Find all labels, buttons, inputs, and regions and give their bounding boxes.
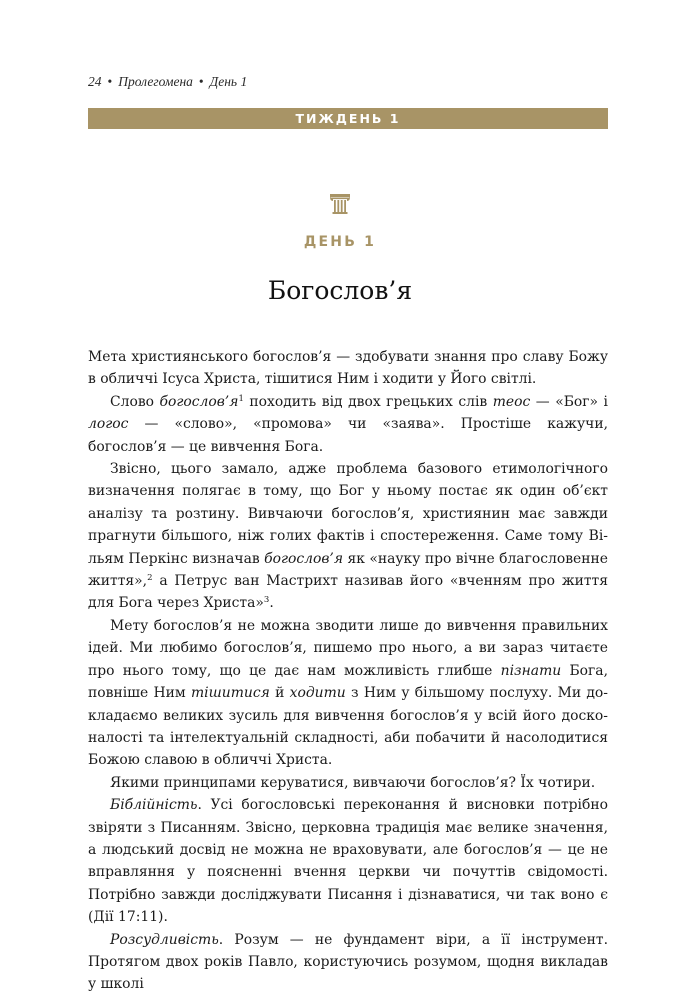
paragraph <box>88 458 608 615</box>
paragraph <box>88 794 608 928</box>
pillar-icon <box>329 193 351 215</box>
emphasis-text: богослов’я <box>159 393 239 410</box>
emphasis-text: пізнати <box>500 662 562 679</box>
text-run: Бога, повніше Ним <box>88 662 608 702</box>
text-run: Звісно, цього замало, адже проблема базового етимологічного визначення полягає в тому, що Бог у ньому постає як один об’єкт аналізу та розтину. Вивчаючи богослов’я, християнин має завжди прагнути більшого, ніж голих фактів і спостереження. Саме тому Вільям Перкінс визначав <box>88 461 608 567</box>
text-run: . <box>269 595 274 612</box>
text-run: . Розум — не фундамент віри, а її інструмент. Протягом двох років Павло, користуючись розумом, щодня викладав у школі <box>88 931 608 993</box>
text-run: Якими принципами керуватися, вивчаючи богослов’я? Їх чотири. <box>110 774 596 791</box>
emphasis-text: богослов’я <box>264 550 344 567</box>
body-text <box>88 346 608 996</box>
paragraph <box>88 615 608 772</box>
text-run: Мета християнського богослов’я — здобувати знання про славу Божу в обличчі Ісуса Христа, тішитися Ним і ходити у Його світлі. <box>88 349 608 388</box>
text-run: й <box>269 685 290 702</box>
text-run: Мету богослов’я не можна зводити лише до вивчення правильних ідей. Ми любимо богослов’я, пишемо про нього, а ви зараз читаєте про нього тому, що це дає нам можливість глибше <box>88 617 608 679</box>
emphasis-text: тішитися <box>191 685 270 702</box>
emphasis-text: теос <box>492 393 531 410</box>
text-run: а Петрус ван Мастрихт називав його «вченням про життя для Бога через Христа» <box>88 573 608 612</box>
text-run: з Ним у більшому послуху. Ми докладаємо великих зусиль для вивчення богослов’я у всій його досконалості та інтелектуальній складності, аби побачити й насолодитися Божою славою в обличчі Христа. <box>88 685 608 769</box>
section-name: Пролегомена <box>118 74 193 89</box>
emphasis-text: логос <box>88 416 129 433</box>
emphasis-text: Біблійність <box>110 797 198 814</box>
day-label: ДЕНЬ 1 <box>303 234 377 250</box>
text-run: походить від двох грецьких слів <box>243 393 493 410</box>
chapter-title: Богослов’я <box>267 276 413 305</box>
week-label: ТИЖДЕНЬ 1 <box>295 111 401 126</box>
paragraph <box>88 772 608 794</box>
text-run: як «науку про вічне благословенне життя», <box>88 550 608 590</box>
footnote-ref[interactable]: 3 <box>263 595 270 606</box>
text-run: — «слово», «промова» чи «заява». Простіше кажучи, богослов’я — це вивчення Бога. <box>88 416 608 455</box>
page-number: 24 <box>88 74 102 89</box>
day-name: День 1 <box>209 74 248 89</box>
separator: • <box>107 74 113 89</box>
text-run: — «Бог» і <box>530 393 608 410</box>
week-band <box>88 108 608 129</box>
text-run: . Усі богословські переконання й висновки потрібно звіряти з Писанням. Звісно, церковна традиція має велике значення, а людський досвід не можна не враховувати, але богослов’я — це не вправляння у поясненні вчення церкви чи почуттів свідомості. Потрібно завжди досліджувати Писання і дізнаватися, чи так воно є (Дії 17:11). <box>88 797 608 926</box>
running-head <box>88 74 247 90</box>
emphasis-text: Розсудливість <box>110 931 219 948</box>
text-run: Слово <box>110 393 160 410</box>
footnote-ref[interactable]: 2 <box>147 573 153 584</box>
emphasis-text: ходити <box>289 685 346 702</box>
paragraph <box>88 929 608 996</box>
paragraph <box>88 346 608 391</box>
footnote-ref[interactable]: 1 <box>238 393 244 404</box>
paragraph <box>88 391 608 458</box>
separator: • <box>198 74 204 89</box>
